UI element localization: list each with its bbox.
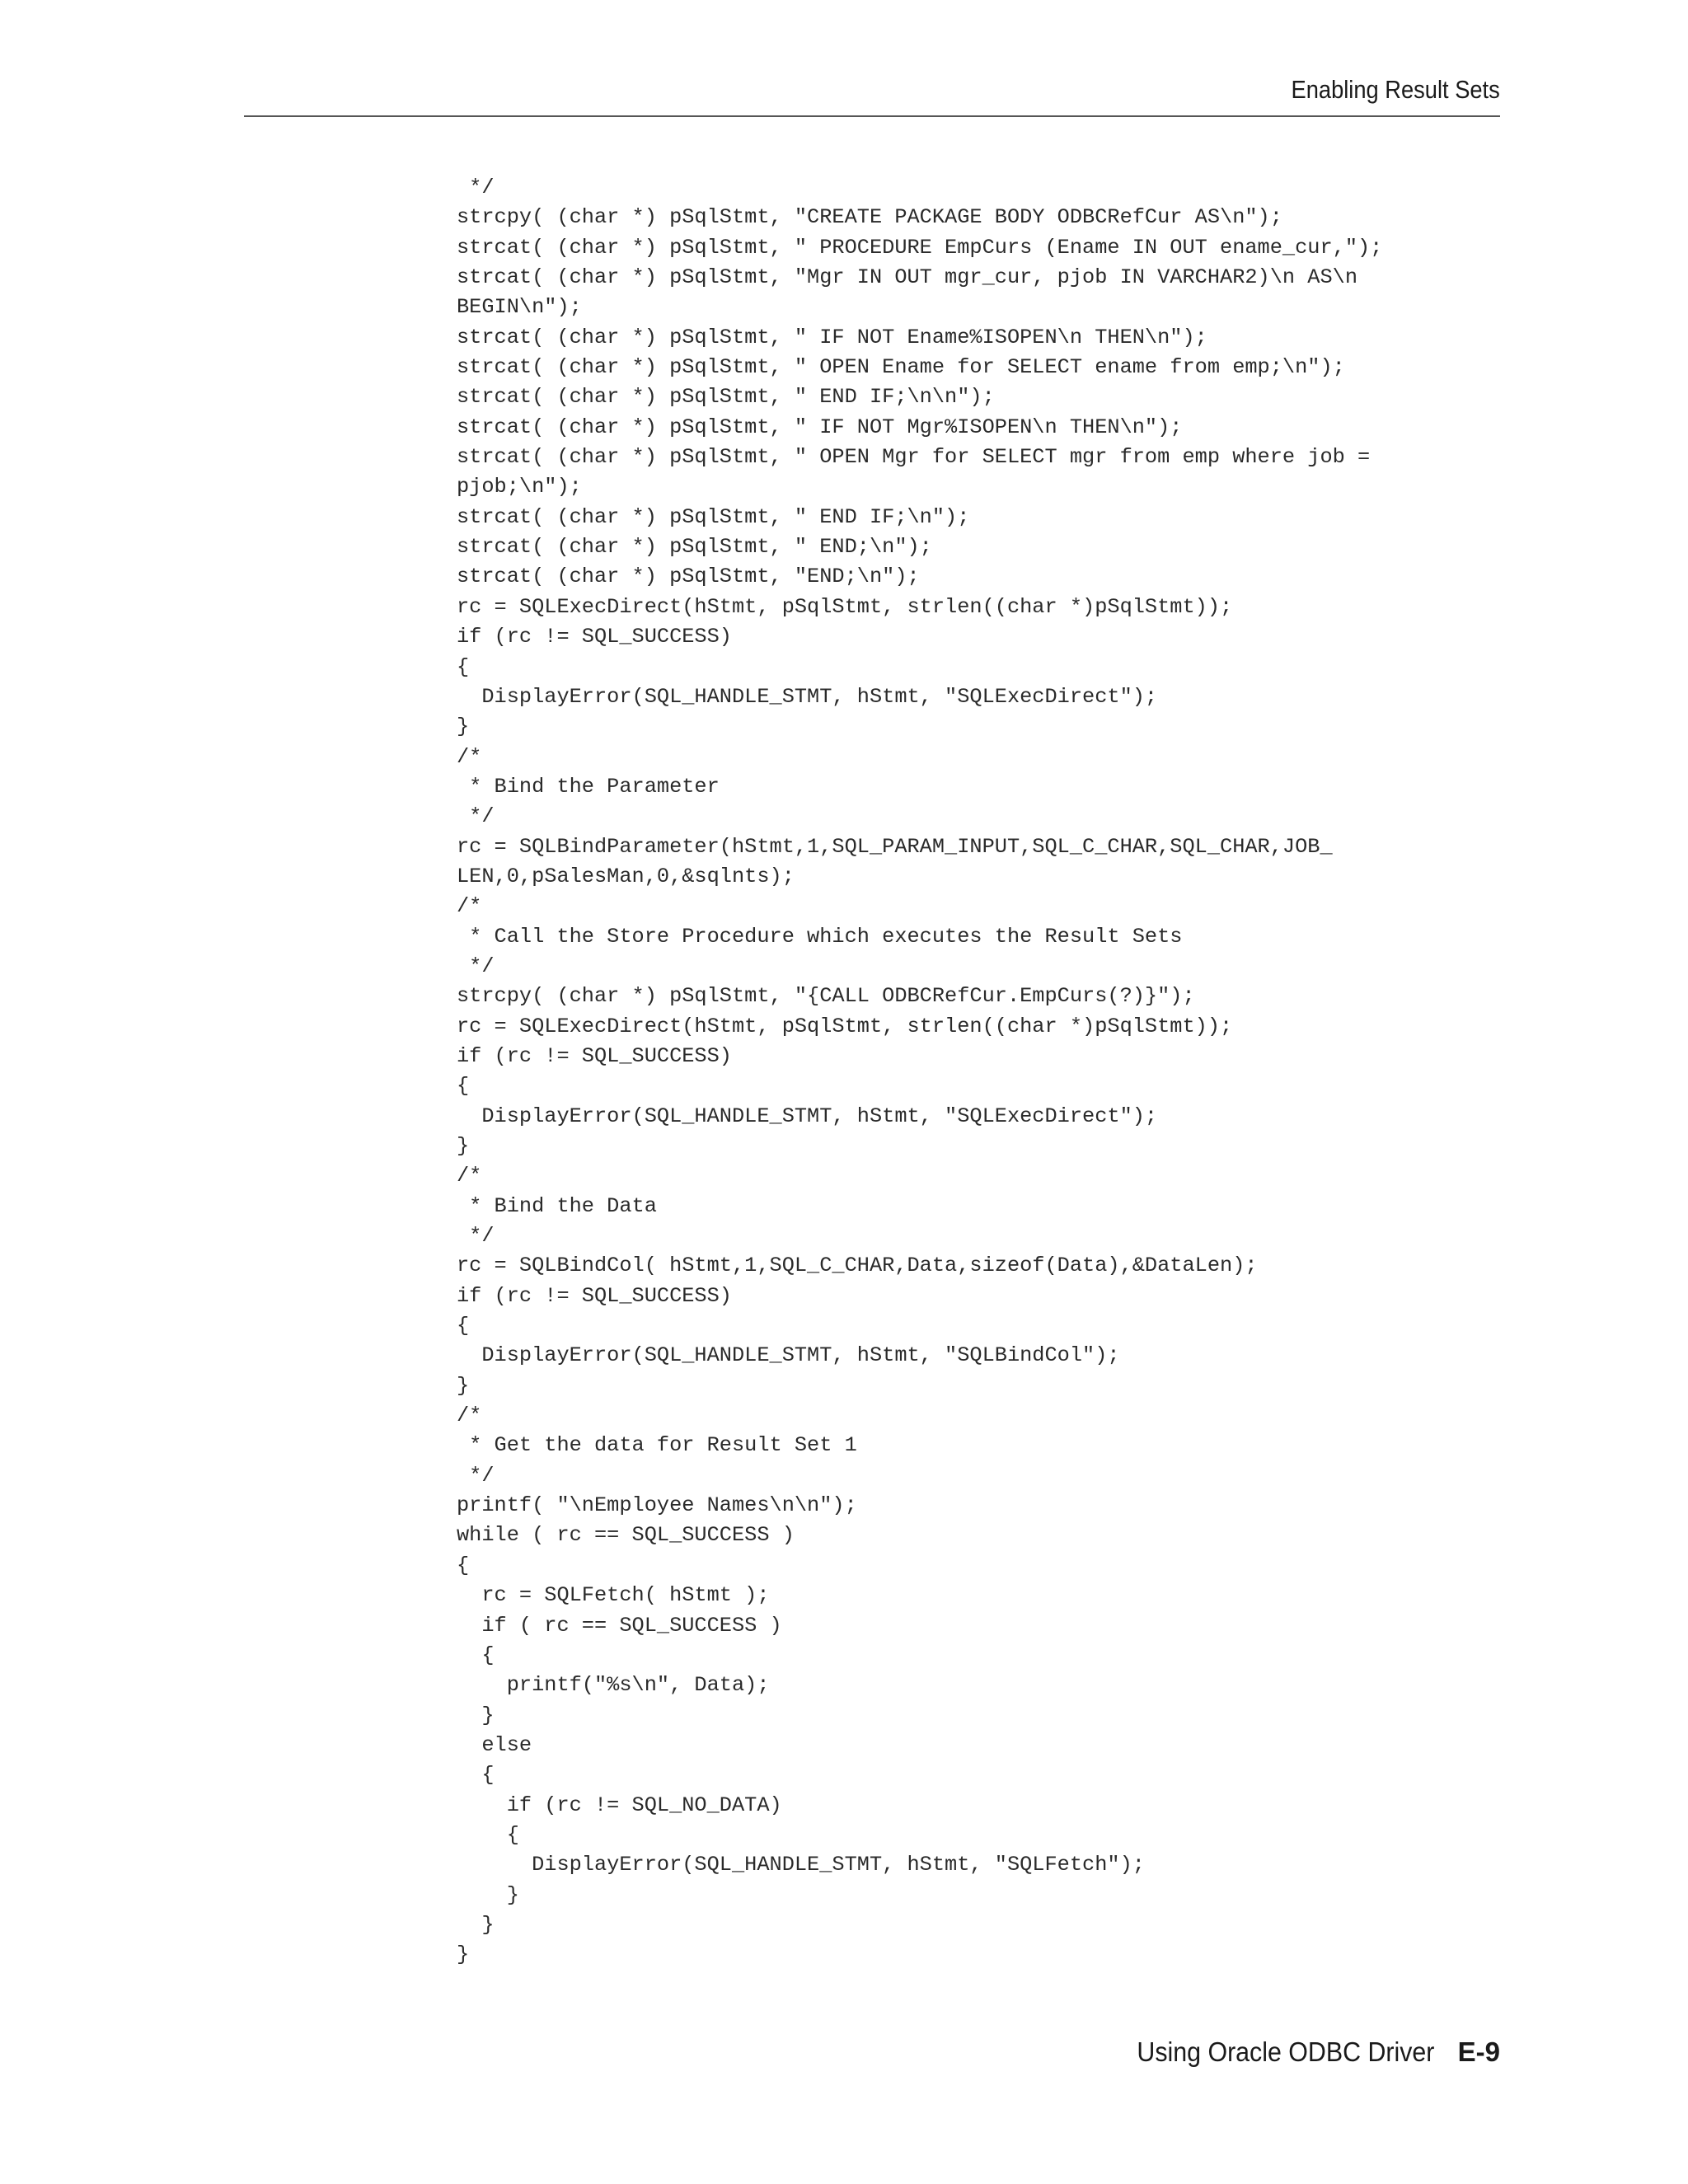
code-line: strcat( (char *) pSqlStmt, " PROCEDURE EmpCurs (Ename IN OUT ename_cur,"); (457, 235, 1383, 260)
code-line: if (rc != SQL_SUCCESS) (457, 625, 732, 649)
code-line: DisplayError(SQL_HANDLE_STMT, hStmt, "SQLBindCol"); (457, 1343, 1120, 1368)
code-line: */ (457, 804, 495, 829)
page-header (244, 73, 1500, 117)
code-line: } (457, 715, 470, 739)
code-line: } (457, 1882, 519, 1907)
code-line: rc = SQLExecDirect(hStmt, pSqlStmt, strlen((char *)pSqlStmt)); (457, 594, 1233, 619)
code-line: strcat( (char *) pSqlStmt, " OPEN Ename for SELECT ename from emp;\n"); (457, 355, 1345, 380)
code-line: rc = SQLFetch( hStmt ); (457, 1583, 770, 1608)
code-line: { (457, 1074, 470, 1099)
code-line: strcat( (char *) pSqlStmt, " IF NOT Mgr%ISOPEN\n THEN\n"); (457, 415, 1183, 439)
code-line: /* (457, 1164, 482, 1188)
code-line: strcat( (char *) pSqlStmt, "Mgr IN OUT mgr_cur, pjob IN VARCHAR2)\n AS\n (457, 265, 1358, 290)
code-line: * Bind the Parameter (457, 774, 720, 799)
code-line: else (457, 1732, 532, 1757)
code-line: DisplayError(SQL_HANDLE_STMT, hStmt, "SQLFetch"); (457, 1853, 1145, 1877)
code-line: */ (457, 1224, 495, 1249)
code-line: { (457, 1822, 519, 1847)
code-line: rc = SQLBindCol( hStmt,1,SQL_C_CHAR,Data,sizeof(Data),&DataLen); (457, 1254, 1258, 1278)
code-block (457, 173, 1382, 1971)
code-line: DisplayError(SQL_HANDLE_STMT, hStmt, "SQLExecDirect"); (457, 1104, 1158, 1128)
code-line: strcpy( (char *) pSqlStmt, "CREATE PACKAGE BODY ODBCRefCur AS\n"); (457, 205, 1282, 230)
footer-title: Using Oracle ODBC Driver (1137, 2036, 1435, 2067)
page-number: E-9 (1457, 2036, 1500, 2067)
code-line: } (457, 1703, 495, 1727)
code-line: strcat( (char *) pSqlStmt, " END;\n"); (457, 535, 932, 560)
code-line: } (457, 1373, 470, 1398)
code-line: { (457, 1314, 470, 1338)
code-line: /* (457, 1404, 482, 1428)
code-line: if (rc != SQL_NO_DATA) (457, 1793, 782, 1817)
code-line: } (457, 1912, 495, 1937)
code-line: */ (457, 176, 495, 199)
code-line: /* (457, 894, 482, 919)
code-line: */ (457, 954, 495, 978)
code-line: strcat( (char *) pSqlStmt, " IF NOT Ename%ISOPEN\n THEN\n"); (457, 325, 1207, 349)
code-line: printf("%s\n", Data); (457, 1673, 770, 1698)
code-line: strcat( (char *) pSqlStmt, "END;\n"); (457, 565, 920, 589)
code-line: strcat( (char *) pSqlStmt, " END IF;\n\n"); (457, 385, 995, 410)
code-line: * Get the data for Result Set 1 (457, 1433, 857, 1458)
code-line: printf( "\nEmployee Names\n\n"); (457, 1493, 857, 1518)
code-line: if (rc != SQL_SUCCESS) (457, 1043, 732, 1068)
code-line: strcpy( (char *) pSqlStmt, "{CALL ODBCRefCur.EmpCurs(?)}"); (457, 984, 1195, 1009)
code-line: * Bind the Data (457, 1193, 657, 1218)
code-line: } (457, 1943, 470, 1967)
code-line: { (457, 1763, 495, 1788)
code-line: BEGIN\n"); (457, 295, 582, 320)
page-footer (1111, 2034, 1500, 2070)
code-line: if (rc != SQL_SUCCESS) (457, 1283, 732, 1308)
code-line: { (457, 1553, 470, 1577)
code-line: * Call the Store Procedure which executes the Result Sets (457, 924, 1183, 949)
code-line: while ( rc == SQL_SUCCESS ) (457, 1523, 795, 1548)
code-line: strcat( (char *) pSqlStmt, " OPEN Mgr for SELECT mgr from emp where job = (457, 445, 1371, 470)
code-line: strcat( (char *) pSqlStmt, " END IF;\n"); (457, 504, 970, 529)
code-line: rc = SQLExecDirect(hStmt, pSqlStmt, strlen((char *)pSqlStmt)); (457, 1014, 1233, 1038)
code-line: rc = SQLBindParameter(hStmt,1,SQL_PARAM_INPUT,SQL_C_CHAR,SQL_CHAR,JOB_ (457, 834, 1333, 859)
code-line: if ( rc == SQL_SUCCESS ) (457, 1613, 782, 1638)
code-line: LEN,0,pSalesMan,0,&sqlnts); (457, 864, 795, 888)
code-line: /* (457, 744, 482, 769)
code-line: DisplayError(SQL_HANDLE_STMT, hStmt, "SQLExecDirect"); (457, 684, 1158, 709)
running-head: Enabling Result Sets (1291, 75, 1500, 104)
code-line: { (457, 1643, 495, 1667)
code-line: */ (457, 1463, 495, 1488)
code-line: } (457, 1134, 470, 1158)
code-line: { (457, 654, 470, 679)
code-line: pjob;\n"); (457, 475, 582, 499)
